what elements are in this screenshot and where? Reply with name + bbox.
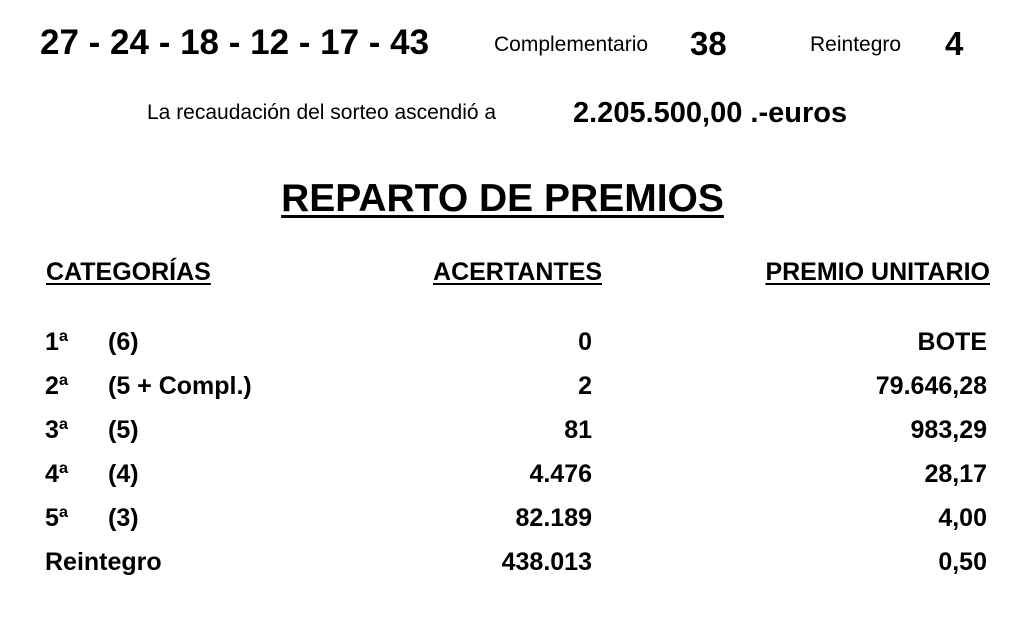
row-acertantes: 2 (578, 372, 592, 400)
row-acertantes: 0 (578, 328, 592, 356)
reintegro-label: Reintegro (810, 33, 902, 56)
row-acertantes: 4.476 (529, 460, 592, 488)
row-premio: 79.646,28 (875, 372, 987, 400)
row-categoria: 5ª (45, 504, 69, 532)
prize-table (0, 320, 1022, 584)
recaudacion-value: 2.205.500,00 .-euros (573, 97, 848, 129)
row-categoria: 4ª (45, 460, 69, 488)
row-categoria: 1ª (45, 328, 69, 356)
recaudacion-label: La recaudación del sorteo ascendió a (147, 101, 497, 124)
row-acertantes: 81 (564, 416, 592, 444)
table-row (0, 364, 1022, 408)
row-premio: 983,29 (910, 416, 987, 444)
row-acertantes: 438.013 (501, 548, 592, 576)
table-row (0, 496, 1022, 540)
row-descripcion: (3) (108, 504, 139, 532)
reintegro-value: 4 (945, 25, 964, 62)
row-categoria: Reintegro (45, 548, 162, 576)
row-premio: 4,00 (938, 504, 987, 532)
row-premio: BOTE (917, 328, 987, 356)
complementario-value: 38 (690, 25, 727, 62)
header-premio-unitario: PREMIO UNITARIO (765, 258, 990, 286)
row-descripcion: (5 + Compl.) (108, 372, 252, 400)
row-premio: 28,17 (924, 460, 987, 488)
row-categoria: 3ª (45, 416, 69, 444)
winning-numbers: 27 - 24 - 18 - 12 - 17 - 43 (40, 23, 430, 62)
row-acertantes: 82.189 (515, 504, 592, 532)
table-row (0, 540, 1022, 584)
row-categoria: 2ª (45, 372, 69, 400)
row-descripcion: (5) (108, 416, 139, 444)
table-row (0, 320, 1022, 364)
row-premio: 0,50 (938, 548, 987, 576)
row-descripcion: (6) (108, 328, 139, 356)
table-row (0, 452, 1022, 496)
complementario-label: Complementario (494, 33, 649, 56)
page-title: REPARTO DE PREMIOS (281, 177, 724, 220)
table-row (0, 408, 1022, 452)
header-categorias: CATEGORÍAS (46, 258, 211, 286)
row-descripcion: (4) (108, 460, 139, 488)
header-acertantes: ACERTANTES (433, 258, 602, 286)
